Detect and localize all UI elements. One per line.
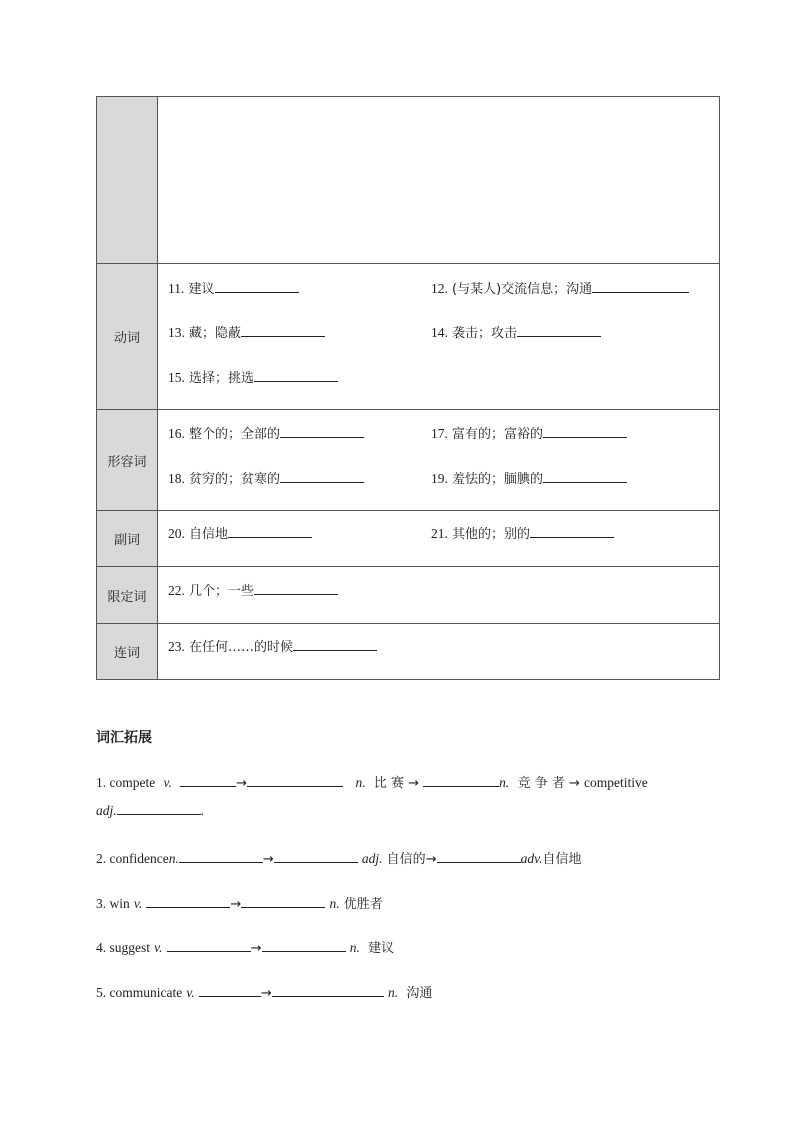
answer-blank[interactable] <box>543 471 627 483</box>
category-cell <box>97 264 158 410</box>
answer-blank[interactable] <box>272 985 384 997</box>
vocab-item: 14. 袭击；攻击 <box>431 322 601 341</box>
vocab-item: 17. 富有的；富裕的 <box>431 423 627 442</box>
vocab-item: 16. 整个的；全部的 <box>168 423 364 442</box>
vocab-item: 23. 在任何……的时候 <box>168 636 377 655</box>
expansion-line-1: 1. compete v. → n. 比 赛 → n. 竞 争 者 → competitive <box>96 775 648 791</box>
vocab-item: 15. 选择；挑选 <box>168 367 338 386</box>
expansion-line-3: 3. win v. → n. 优胜者 <box>96 896 383 912</box>
vocab-item: 12. (与某人)交流信息；沟通 <box>431 278 689 297</box>
category-label: 动词 <box>113 331 140 346</box>
answer-blank[interactable] <box>199 985 261 997</box>
vocab-item: 19. 羞怯的；腼腆的 <box>431 468 627 487</box>
answer-blank[interactable] <box>215 281 299 293</box>
answer-blank[interactable] <box>254 583 338 595</box>
expansion-line-5: 5. communicate v. → n. 沟通 <box>96 985 433 1001</box>
answer-blank[interactable] <box>254 370 338 382</box>
table-row <box>97 410 720 511</box>
category-label: 副词 <box>113 533 140 548</box>
answer-blank[interactable] <box>274 851 358 863</box>
answer-blank[interactable] <box>146 896 230 908</box>
answer-blank[interactable] <box>241 325 325 337</box>
category-cell <box>97 511 158 567</box>
vocab-item: 13. 藏；隐蔽 <box>168 322 325 341</box>
expansion-line-2: 2. confidencen. → adj. 自信的→ adv.自信地 <box>96 851 582 867</box>
category-label: 形容词 <box>107 454 147 470</box>
answer-blank[interactable] <box>167 940 251 952</box>
items-cell <box>158 410 720 511</box>
section-title: 词汇拓展 <box>96 730 152 746</box>
items-cell <box>158 624 720 680</box>
category-cell <box>97 97 158 264</box>
answer-blank[interactable] <box>228 526 312 538</box>
table-row <box>97 567 720 624</box>
vocab-item: 22. 几个；一些 <box>168 580 338 599</box>
answer-blank[interactable] <box>423 775 499 787</box>
table-row <box>97 624 720 680</box>
vocab-item: 11. 建议 <box>168 278 299 297</box>
answer-blank[interactable] <box>280 471 364 483</box>
category-label: 限定词 <box>107 589 147 605</box>
answer-blank[interactable] <box>262 940 346 952</box>
vocab-item: 20. 自信地 <box>168 523 312 542</box>
answer-blank[interactable] <box>247 775 343 787</box>
answer-blank[interactable] <box>437 851 521 863</box>
vocab-item: 18. 贫穷的；贫寒的 <box>168 468 364 487</box>
answer-blank[interactable] <box>241 896 325 908</box>
answer-blank[interactable] <box>280 426 364 438</box>
items-cell <box>158 511 720 567</box>
answer-blank[interactable] <box>180 775 236 787</box>
table-row <box>97 264 720 410</box>
items-cell <box>158 97 720 264</box>
answer-blank[interactable] <box>293 639 377 651</box>
answer-blank[interactable] <box>592 281 689 293</box>
vocabulary-table <box>96 96 720 680</box>
table-row <box>97 97 720 264</box>
vocab-item: 21. 其他的；别的 <box>431 523 614 542</box>
items-cell <box>158 264 720 410</box>
answer-blank[interactable] <box>530 526 614 538</box>
category-cell <box>97 567 158 624</box>
answer-blank[interactable] <box>179 851 263 863</box>
expansion-line-1-cont: adj. . <box>96 803 205 818</box>
items-cell <box>158 567 720 624</box>
category-cell <box>97 624 158 680</box>
category-label: 连词 <box>113 646 140 661</box>
answer-blank[interactable] <box>517 325 601 337</box>
expansion-line-4: 4. suggest v. → n. 建议 <box>96 940 395 956</box>
category-cell <box>97 410 158 511</box>
table-row <box>97 511 720 567</box>
answer-blank[interactable] <box>117 803 201 815</box>
answer-blank[interactable] <box>543 426 627 438</box>
